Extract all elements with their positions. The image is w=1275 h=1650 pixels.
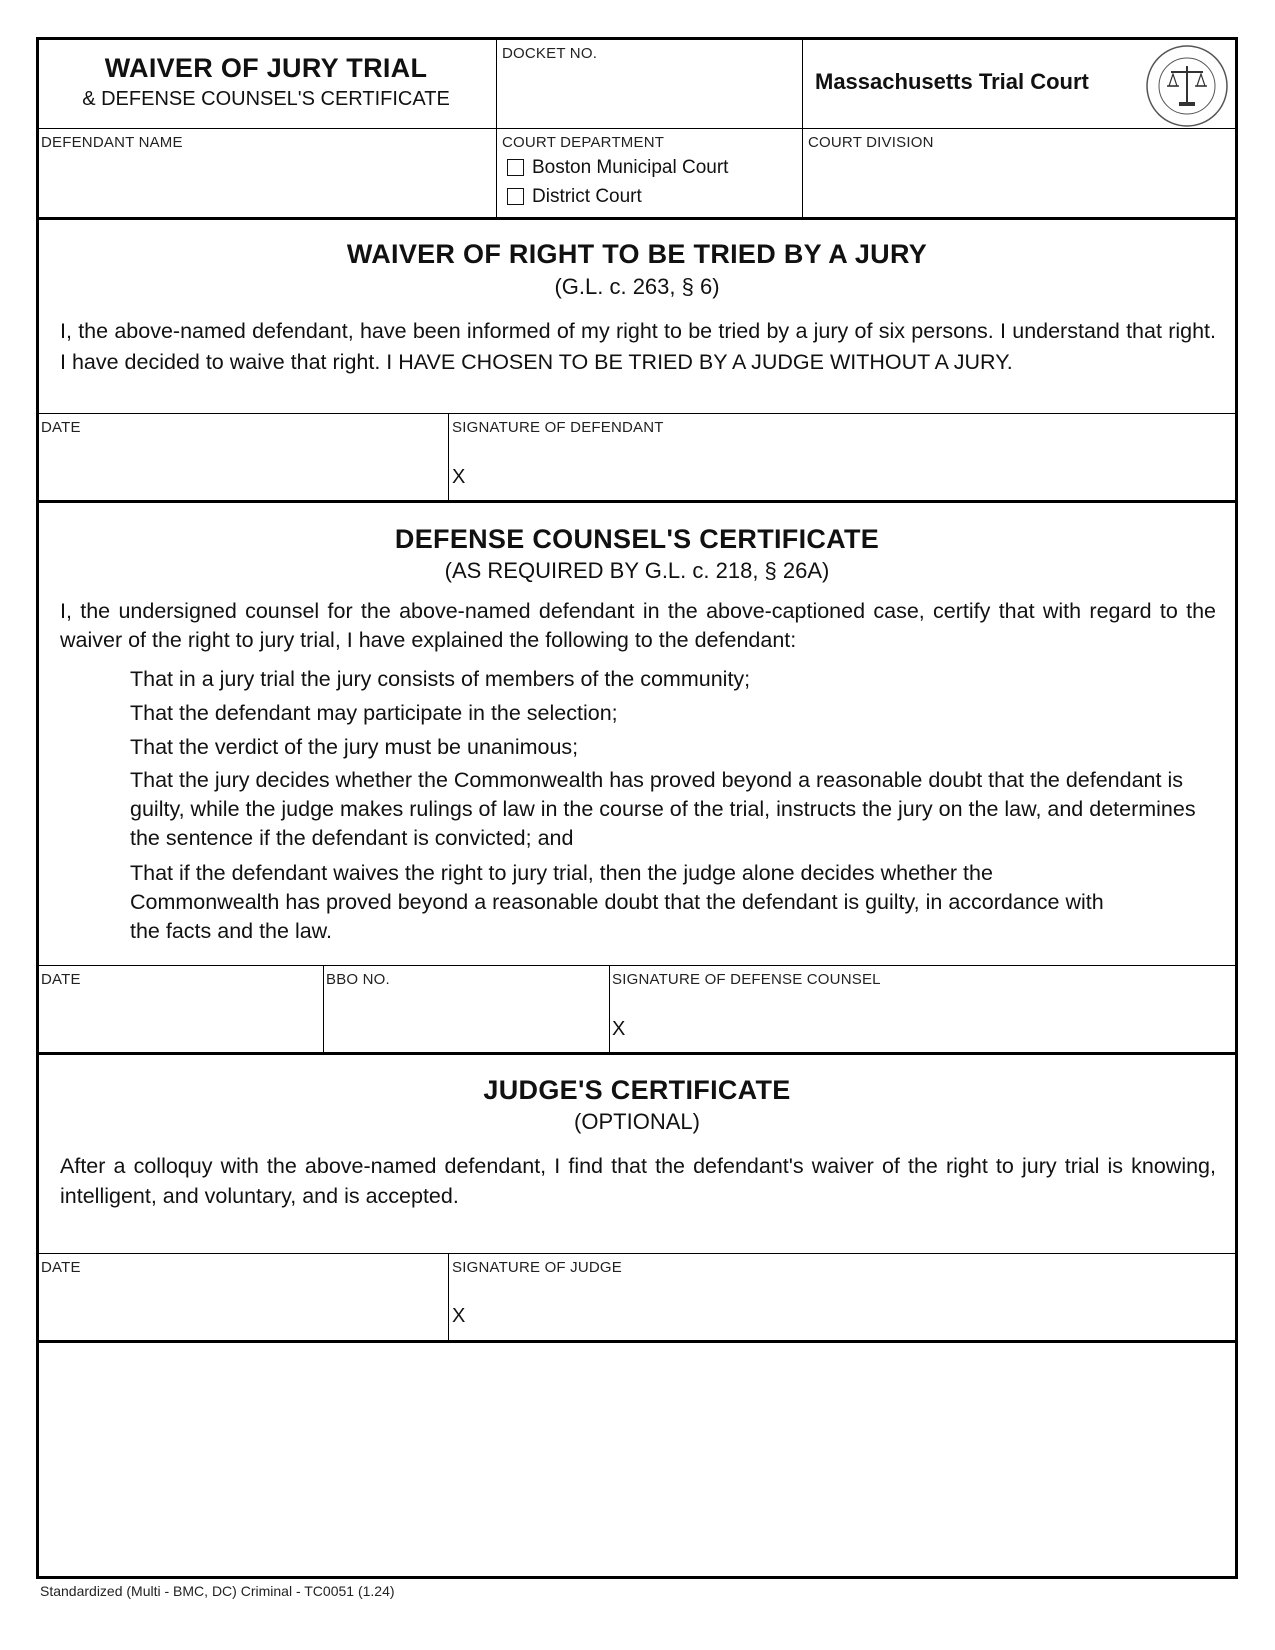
waiver-date-field[interactable] (41, 438, 441, 498)
bbo-number-field[interactable] (326, 990, 606, 1050)
court-division-label: COURT DIVISION (808, 134, 934, 151)
waiver-title: WAIVER OF RIGHT TO BE TRIED BY A JURY (346, 239, 928, 269)
blank-notes-area (39, 1343, 1235, 1576)
judge-signature-label: SIGNATURE OF JUDGE (452, 1259, 622, 1276)
waiver-text: I, the above-named defendant, have been informed of my right to be tried by a jury of six persons. I understand that right. I have decided to waive that right. I HAVE CHOSEN TO BE TRIED BY A JUDGE WITHOUT A JURY. (60, 319, 1216, 374)
court-department-label: COURT DEPARTMENT (502, 134, 665, 151)
judge-text: After a colloquy with the above-named defendant, I find that the defendant's waiver of the right to jury trial is knowing, intelligent, and voluntary, and is accepted. (60, 1154, 1216, 1208)
counsel-item: That in a jury trial the jury consists of members of the community; (130, 667, 751, 691)
checkbox-bmc[interactable] (507, 157, 728, 179)
judge-signature-mark: X (452, 1305, 466, 1327)
form-title-block (39, 53, 493, 111)
defendant-signature-field[interactable] (469, 438, 1229, 498)
counsel-intro: I, the undersigned counsel for the above-named defendant in the above-captioned case, certify that with regard to the waiver of the right to jury trial, I have explained the following to the defendant: (60, 599, 1216, 652)
counsel-title: DEFENSE COUNSEL'S CERTIFICATE (394, 524, 880, 554)
form-footer: Standardized (Multi - BMC, DC) Criminal - TC0051 (1.24) (40, 1583, 395, 1599)
judge-signature-field[interactable] (469, 1278, 1229, 1338)
checkbox-icon[interactable] (507, 188, 524, 205)
defendant-name-field[interactable] (41, 154, 491, 214)
waiver-date-label: DATE (41, 419, 81, 436)
counsel-date-field[interactable] (41, 990, 321, 1050)
docket-label: DOCKET NO. (502, 45, 598, 62)
counsel-item: That the defendant may participate in the selection; (130, 701, 618, 725)
counsel-signature-mark: X (612, 1018, 626, 1040)
checkbox-icon[interactable] (507, 159, 524, 176)
counsel-signature-label: SIGNATURE OF DEFENSE COUNSEL (612, 971, 881, 988)
counsel-item: That the verdict of the jury must be unanimous; (130, 735, 579, 759)
court-name: Massachusetts Trial Court (815, 69, 1089, 94)
form-title: WAIVER OF JURY TRIAL (104, 53, 428, 83)
checkbox-district-court[interactable] (507, 186, 642, 208)
defendant-signature-mark: X (452, 466, 466, 488)
docket-field[interactable] (502, 65, 797, 125)
bbo-number-label: BBO NO. (326, 971, 390, 988)
judge-date-label: DATE (41, 1259, 81, 1276)
judge-date-field[interactable] (41, 1278, 441, 1338)
waiver-form (36, 37, 1238, 1579)
waiver-citation: (G.L. c. 263, § 6) (554, 274, 720, 299)
defendant-signature-label: SIGNATURE OF DEFENDANT (452, 419, 664, 436)
counsel-item: That if the defendant waives the right to jury trial, then the judge alone decides whether the Commonwealth has proved beyond a reasonable doubt that the defendant is guilty, in accordance with the facts and the law. (130, 861, 1104, 943)
court-division-field[interactable] (808, 154, 1228, 214)
judge-title: JUDGE'S CERTIFICATE (483, 1075, 791, 1105)
counsel-signature-field[interactable] (629, 990, 1229, 1050)
defendant-name-label: DEFENDANT NAME (41, 134, 183, 151)
department-option-label: District Court (532, 186, 642, 207)
court-seal-icon (1145, 44, 1229, 128)
counsel-citation: (AS REQUIRED BY G.L. c. 218, § 26A) (444, 558, 830, 583)
counsel-date-label: DATE (41, 971, 81, 988)
department-option-label: Boston Municipal Court (532, 157, 729, 178)
form-subtitle: & DEFENSE COUNSEL'S CERTIFICATE (82, 88, 450, 110)
judge-subtitle: (OPTIONAL) (574, 1109, 700, 1134)
counsel-item: That the jury decides whether the Commonwealth has proved beyond a reasonable doubt that the defendant is guilty, while the judge makes rulings of law in the course of the trial, instructs the jury on the law, and determines the sentence if the defendant is convicted; and (130, 768, 1196, 850)
